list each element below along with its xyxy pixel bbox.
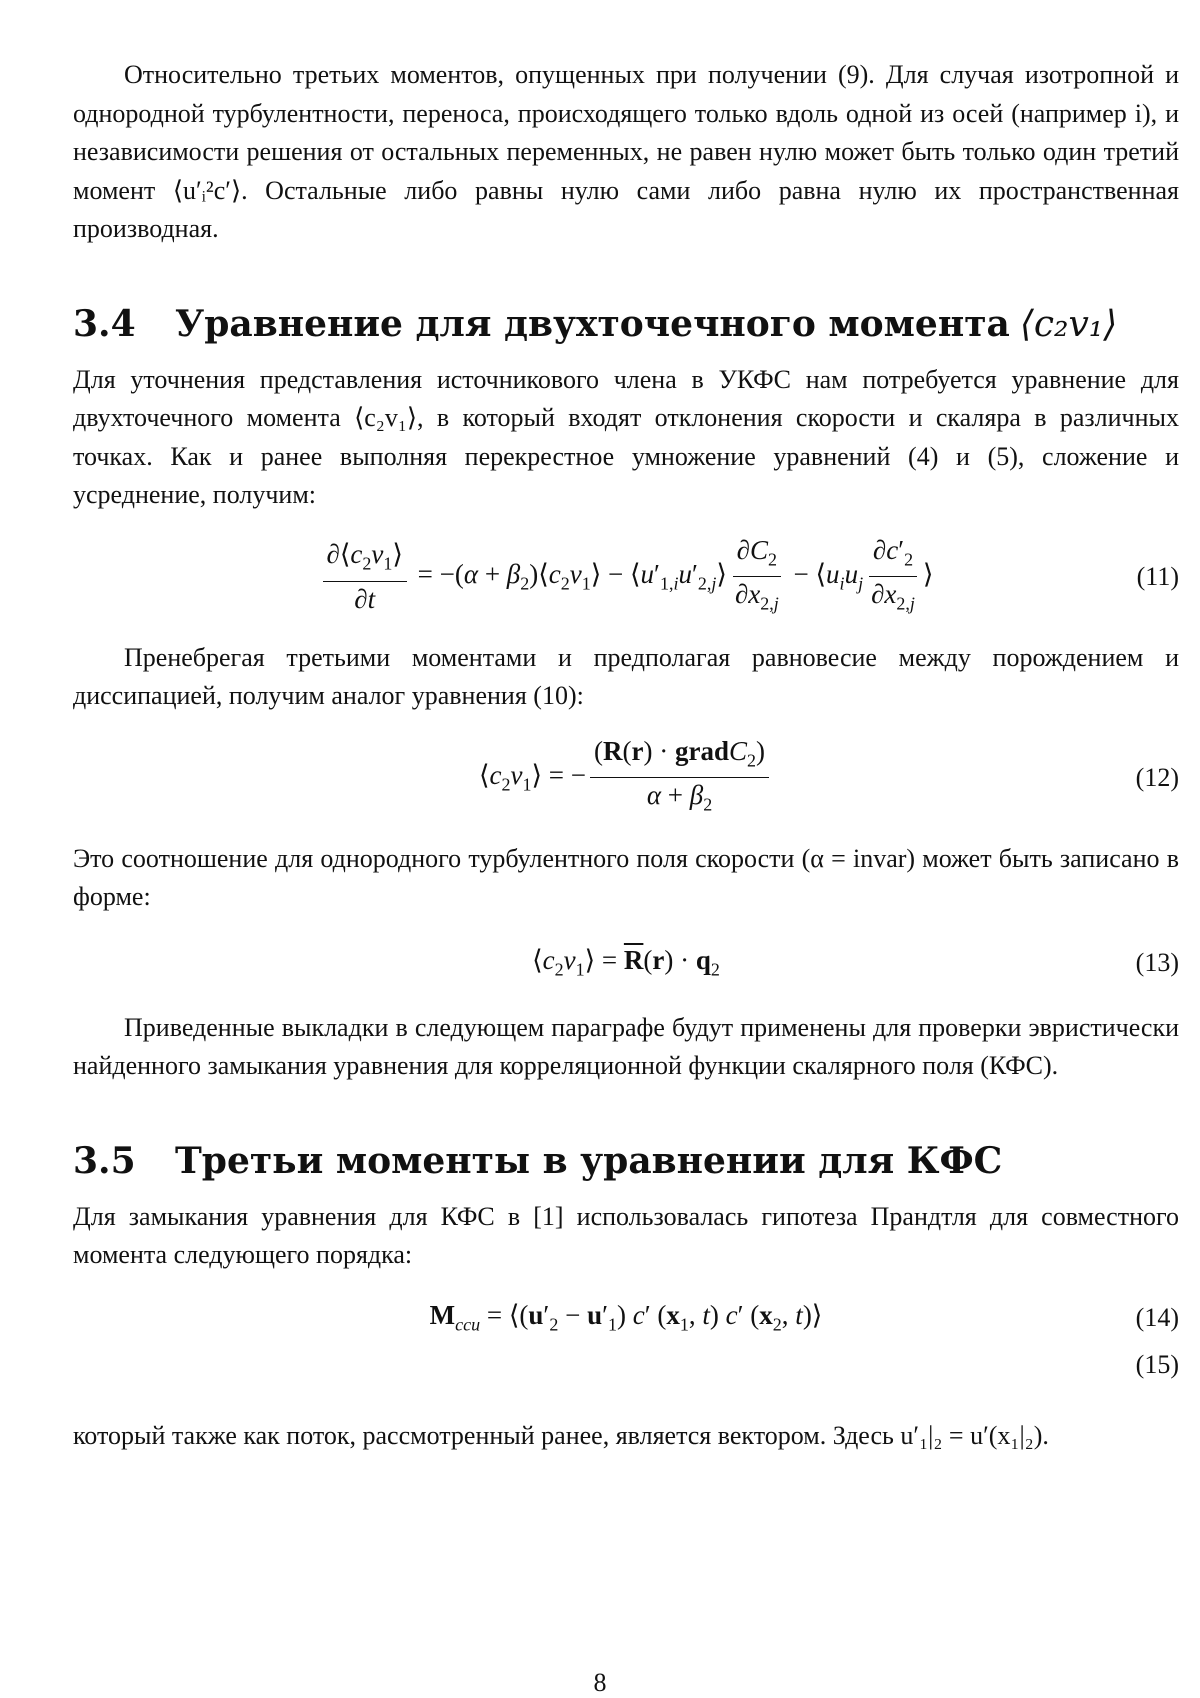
- paragraph-homogeneous: Это соотношение для однородного турбулентного поля скорости (α = invar) может быть записано в форме:: [73, 843, 1179, 911]
- section-title: Третьи моменты в уравнении для КФС: [175, 1139, 1003, 1182]
- equation-number: (15): [1135, 1349, 1179, 1379]
- paragraph-neglect-third: Пренебрегая третьими моментами и предполагая равновесие между порождением и диссипацией, получим аналог уравнения (10):: [73, 642, 1179, 710]
- equation-14-body: $M_{ccu}$ = $⟨(u'_2 - u'_1)$ c′ ($x_1$, t) c′ ($x_2$, t)⟩: [429, 1299, 823, 1335]
- equation-12: [73, 736, 1179, 820]
- paragraph-two-point-moment: Для уточнения представления источникового члена в УКФС нам потребуется уравнение для двухточечного момента ⟨c₂v₁⟩, в который входят отклонения скорости и скаляра в различных точках. Как и ранее выполняя перекрестное умножение уравнений (4) и (5), сложение и усреднение, получим:: [73, 364, 1179, 509]
- equation-number: (13): [1135, 947, 1179, 977]
- equation-11: [73, 535, 1179, 619]
- section-heading-3-4: [73, 303, 1179, 345]
- page-body: [73, 56, 1179, 1455]
- equation-15: [73, 1343, 1179, 1387]
- paragraph-vector: который также как поток, рассмотренный ранее, является вектором. Здесь u′₁|₂ = u′(x₁|₂).: [73, 1420, 1049, 1450]
- equation-14: [73, 1293, 1179, 1343]
- section-heading-3-5: [73, 1140, 1179, 1182]
- equation-12-body: $⟨c_2v_1⟩$ = − $\frac{(R(r) \cdot gradC_2)}{\alpha + \beta_2}$: [479, 734, 773, 822]
- equation-11-body: $\frac{\partial⟨c_2v_1⟩}{\partial t}$ = $-(\alpha + \beta_2)⟨c_2v_1⟩$ − $⟨u'_{1,i}u'_{2,j}⟩$ $\frac{\partial C_2}{\partial x_{2,j}}$ − $⟨u_iu_j$ $\frac{\partial c'_2}{\partial x_{2,j}}$ ⟩: [319, 533, 934, 621]
- paragraph-prandtl: Для замыкания уравнения для КФС в [1] использовалась гипотеза Прандтля для совместного момента следующего порядка:: [73, 1201, 1179, 1269]
- equation-number: (12): [1135, 762, 1179, 792]
- equation-13-body: $⟨c_2v_1⟩ = \overline{R}(r) \cdot q_2$: [532, 944, 720, 980]
- section-number: 3.5: [73, 1139, 136, 1182]
- equation-number: (11): [1136, 561, 1179, 591]
- equation-number: (14): [1135, 1302, 1179, 1332]
- paragraph-third-moments: Относительно третьих моментов, опущенных при получении (9). Для случая изотропной и однородной турбулентности, переноса, происходящего только вдоль одной из осей (например i), и независимости решения от остальных переменных, не равен нулю может быть только один третий момент ⟨u′ᵢ²c′⟩. Остальные либо равны нулю сами либо равна нулю их пространственная производная.: [73, 60, 1179, 243]
- section-title: Уравнение для двухточечного момента: [175, 302, 1010, 345]
- page-number: 8: [593, 1668, 607, 1697]
- section-number: 3.4: [73, 302, 136, 345]
- equation-13: [73, 935, 1179, 991]
- paragraph-calculations: Приведенные выкладки в следующем параграфе будут применены для проверки эвристически найденного замыкания уравнения для корреляционной функции скалярного поля (КФС).: [73, 1012, 1179, 1080]
- section-title-math: ⟨c₂v₁⟩: [1019, 303, 1118, 345]
